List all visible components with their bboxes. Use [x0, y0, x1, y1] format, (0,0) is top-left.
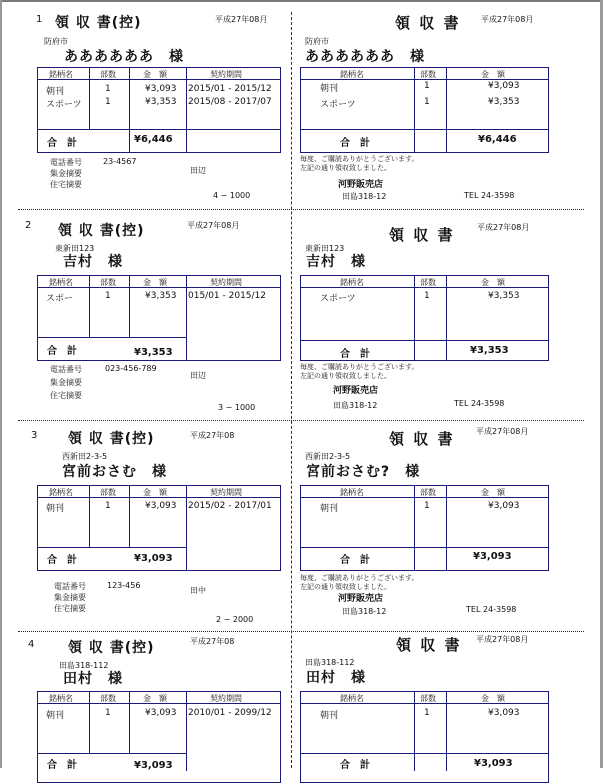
receipt-number: 1: [36, 14, 43, 25]
staff-name: 田中: [190, 586, 206, 595]
total-amount: ¥3,093: [473, 551, 512, 562]
customer-address: 田島318-112: [305, 658, 355, 667]
title-receipt: 領 収 書: [395, 14, 461, 32]
customer-name: 田村 様: [306, 670, 366, 686]
col-header-amount: 金 額: [143, 70, 167, 79]
total-amount: ¥3,353: [134, 347, 173, 358]
col-header-period: 契約期間: [210, 70, 242, 79]
phone-label: 電話番号: [50, 365, 82, 374]
phone-value: 023-456-789: [105, 364, 157, 373]
item-qty: 1: [424, 708, 430, 718]
date-receipt: 平成27年08月: [477, 223, 530, 232]
route-code: 3 − 1000: [218, 403, 256, 412]
item-amount: ¥3,093: [145, 501, 177, 511]
phone-label: 電話番号: [54, 582, 86, 591]
addr-note-label: 住宅摘要: [54, 604, 86, 613]
customer-address: 防府市: [44, 37, 68, 46]
total-amount: ¥6,446: [478, 134, 517, 145]
item-qty: 1: [105, 97, 111, 107]
page-top-border: [0, 0, 603, 2]
customer-address: 西新田2-3-5: [305, 452, 351, 461]
item-name: 朝刊: [46, 504, 65, 514]
col-header-amount: 金 額: [143, 278, 167, 287]
customer-address: 東新田123: [55, 244, 95, 253]
phone-label: 電話番号: [50, 158, 82, 167]
item-qty: 1: [105, 708, 111, 718]
col-header-qty: 部数: [420, 488, 436, 497]
title-copy: 領 収 書(控): [58, 223, 145, 239]
date-receipt: 平成27年08月: [476, 635, 529, 644]
total-amount: ¥3,093: [134, 760, 173, 771]
route-code: 4 − 1000: [213, 191, 251, 200]
title-copy: 領 収 書(控): [68, 640, 155, 656]
total-label: 合 計: [340, 138, 370, 149]
store-tel: TEL 24-3598: [466, 605, 517, 614]
receipt-number: 2: [25, 220, 32, 231]
item-name: スポーツ: [320, 294, 356, 304]
item-amount: ¥3,353: [145, 291, 177, 301]
page-left-border: [0, 0, 2, 768]
col-header-name: 銘柄名: [49, 694, 73, 703]
customer-name: ああああああ 様: [64, 49, 184, 65]
col-header-period: 契約期間: [210, 694, 242, 703]
staff-name: 田辺: [190, 166, 206, 175]
item-period: 2010/01 - 2099/12: [188, 708, 272, 718]
store-tel: TEL 24-3598: [464, 191, 515, 200]
item-amount: ¥3,093: [488, 708, 520, 718]
item-qty: 1: [105, 291, 111, 301]
col-header-name: 銘柄名: [340, 694, 364, 703]
thanks-line-1: 毎度、ご購読ありがとうございます。: [300, 574, 419, 582]
item-name: 朝刊: [320, 504, 339, 514]
item-amount: ¥3,353: [145, 97, 177, 107]
item-qty: 1: [424, 501, 430, 511]
thanks-line-1: 毎度、ご購読ありがとうございます。: [300, 155, 419, 163]
total-label: 合 計: [47, 555, 77, 566]
total-amount: ¥6,446: [134, 134, 173, 145]
collect-label: 集金摘要: [50, 378, 82, 387]
thanks-line-1: 毎度、ご購読ありがとうございます。: [300, 363, 419, 371]
item-qty: 1: [105, 501, 111, 511]
title-receipt: 領 収 書: [396, 636, 462, 654]
col-header-amount: 金 額: [143, 694, 167, 703]
item-period: 2015/08 - 2017/07: [188, 97, 272, 107]
title-receipt: 領 収 書: [389, 430, 455, 448]
addr-note-label: 住宅摘要: [50, 180, 82, 189]
item-name: 朝刊: [320, 711, 339, 721]
item-name: スポーツ: [320, 100, 356, 110]
col-header-name: 銘柄名: [340, 488, 364, 497]
item-amount: ¥3,093: [488, 81, 520, 91]
date-receipt: 平成27年08月: [481, 15, 534, 24]
item-amount: ¥3,353: [488, 291, 520, 301]
col-header-name: 銘柄名: [49, 70, 73, 79]
title-receipt: 領 収 書: [389, 226, 455, 244]
total-label: 合 計: [340, 555, 370, 566]
col-header-qty: 部数: [420, 694, 436, 703]
collect-label: 集金摘要: [54, 593, 86, 602]
col-header-amount: 金 額: [143, 488, 167, 497]
col-header-name: 銘柄名: [49, 278, 73, 287]
total-label: 合 計: [47, 346, 77, 357]
col-header-amount: 金 額: [481, 278, 505, 287]
store-address: 田島318-12: [342, 192, 387, 201]
total-label: 合 計: [340, 349, 370, 360]
receipt-number: 4: [28, 639, 35, 650]
col-header-qty: 部数: [420, 278, 436, 287]
item-name: 朝刊: [320, 84, 339, 94]
col-header-qty: 部数: [100, 70, 116, 79]
item-qty: 1: [424, 81, 430, 91]
store-name: 河野販売店: [333, 386, 379, 396]
route-code: 2 − 2000: [216, 615, 254, 624]
total-amount: ¥3,093: [134, 553, 173, 564]
col-header-name: 銘柄名: [340, 278, 364, 287]
date-receipt: 平成27年08月: [476, 427, 529, 436]
item-amount: ¥3,353: [488, 97, 520, 107]
receipt-number: 3: [31, 430, 38, 441]
thanks-line-2: 左記の通り領収致しました。: [300, 164, 391, 172]
title-copy: 領 収 書(控): [68, 431, 155, 447]
col-header-qty: 部数: [100, 278, 116, 287]
staff-name: 田辺: [190, 371, 206, 380]
date-copy: 平成27年08月: [187, 221, 240, 230]
store-name: 河野販売店: [338, 594, 384, 604]
item-period: 015/01 - 2015/12: [188, 291, 267, 301]
item-name: 朝刊: [46, 87, 65, 97]
col-header-qty: 部数: [100, 488, 116, 497]
date-copy: 平成27年08: [190, 637, 235, 646]
total-label: 合 計: [47, 138, 77, 149]
thanks-line-2: 左記の通り領収致しました。: [300, 372, 391, 380]
item-amount: ¥3,093: [145, 84, 177, 94]
title-copy: 領 収 書(控): [55, 15, 142, 31]
customer-address: 東新田123: [305, 244, 345, 253]
col-header-amount: 金 額: [481, 70, 505, 79]
item-period: 2015/01 - 2015/12: [188, 84, 272, 94]
store-tel: TEL 24-3598: [454, 399, 505, 408]
items-table: [300, 691, 549, 783]
store-name: 河野販売店: [338, 180, 384, 190]
col-header-name: 銘柄名: [340, 70, 364, 79]
row-divider: [18, 631, 584, 632]
store-address: 田島318-12: [333, 401, 378, 410]
col-header-amount: 金 額: [481, 694, 505, 703]
customer-name: ああああああ 様: [305, 49, 425, 65]
item-name: 朝刊: [46, 711, 65, 721]
col-header-period: 契約期間: [210, 488, 242, 497]
item-amount: ¥3,093: [488, 501, 520, 511]
total-label: 合 計: [47, 760, 77, 771]
row-divider: [18, 420, 584, 421]
item-qty: 1: [424, 291, 430, 301]
row-divider: [18, 209, 584, 210]
item-qty: 1: [424, 97, 430, 107]
col-header-name: 銘柄名: [49, 488, 73, 497]
item-amount: ¥3,093: [145, 708, 177, 718]
column-divider: [291, 12, 292, 768]
total-amount: ¥3,353: [470, 345, 509, 356]
customer-address: 西新田2-3-5: [62, 452, 108, 461]
collect-label: 集金摘要: [50, 169, 82, 178]
customer-name: 宮前おさむ 様: [62, 464, 167, 480]
date-copy: 平成27年08月: [215, 15, 268, 24]
phone-value: 23-4567: [103, 157, 137, 166]
item-qty: 1: [105, 84, 111, 94]
col-header-amount: 金 額: [481, 488, 505, 497]
customer-name: 吉村 様: [306, 254, 366, 270]
thanks-line-2: 左記の通り領収致しました。: [300, 583, 391, 591]
total-label: 合 計: [340, 760, 370, 771]
customer-address: 防府市: [305, 37, 329, 46]
item-name: スポーツ: [46, 100, 82, 110]
customer-address: 田島318-112: [59, 661, 109, 670]
customer-name: 吉村 様: [63, 254, 123, 270]
addr-note-label: 住宅摘要: [50, 391, 82, 400]
date-copy: 平成27年08: [190, 431, 235, 440]
col-header-period: 契約期間: [210, 278, 242, 287]
col-header-qty: 部数: [420, 70, 436, 79]
phone-value: 123-456: [107, 581, 141, 590]
total-amount: ¥3,093: [474, 758, 513, 769]
customer-name: 宮前おさむ? 様: [306, 464, 421, 480]
col-header-qty: 部数: [100, 694, 116, 703]
item-period: 2015/02 - 2017/01: [188, 501, 272, 511]
store-address: 田島318-12: [342, 607, 387, 616]
customer-name: 田村 様: [63, 671, 123, 687]
item-name: スポー: [46, 294, 74, 304]
